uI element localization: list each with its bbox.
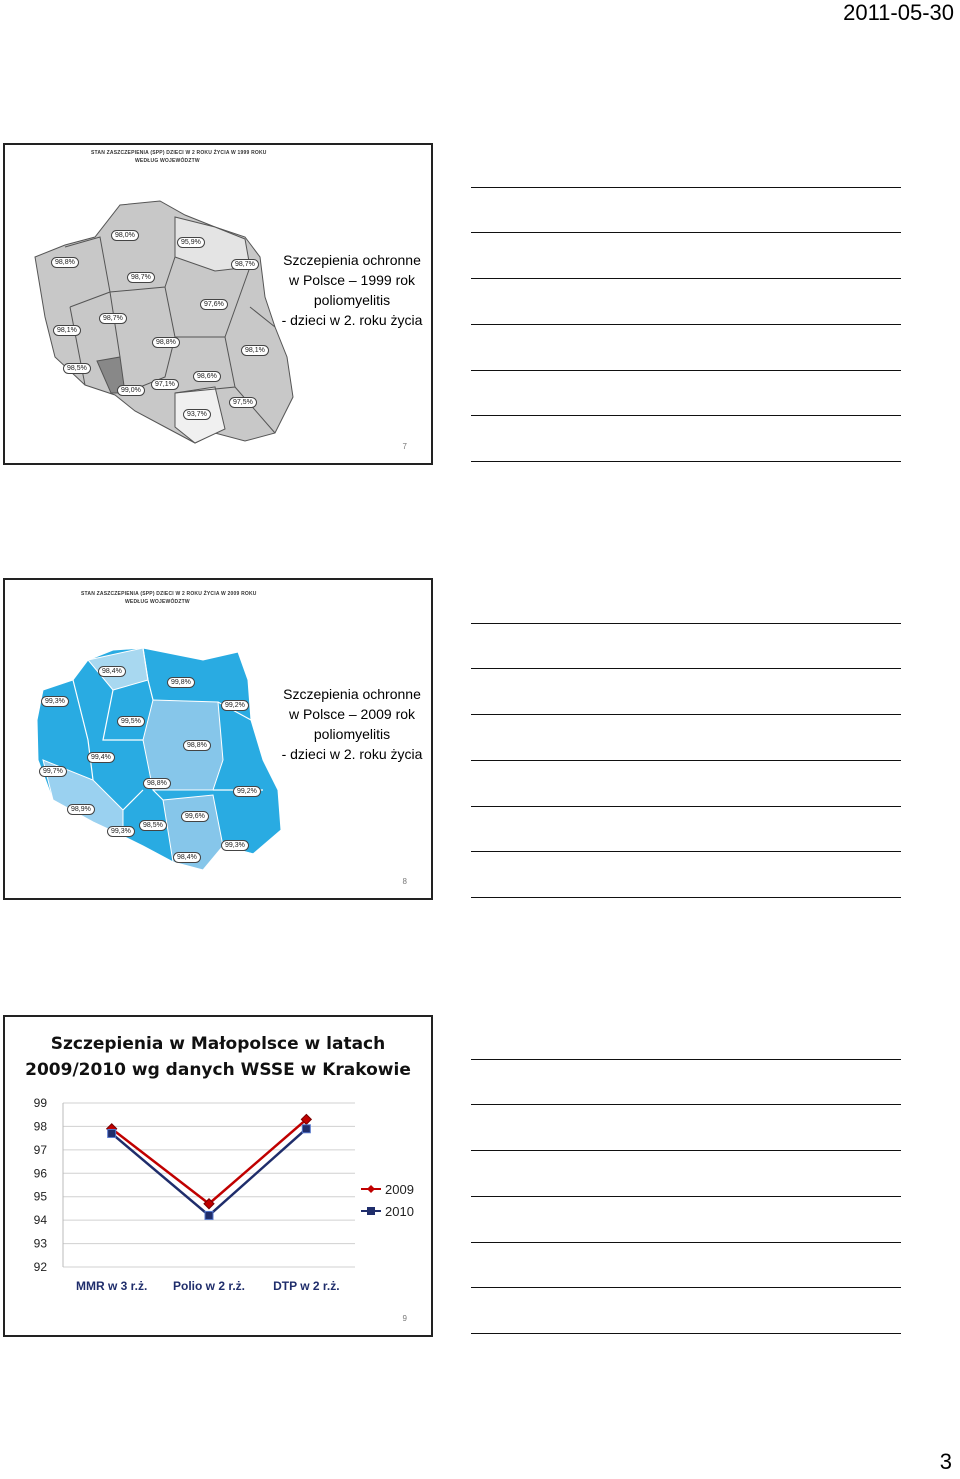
slide-number: 7 — [402, 442, 407, 451]
region-value-label: 98,1% — [241, 345, 269, 356]
region-value-label: 95,9% — [177, 237, 205, 248]
region-value-label: 98,6% — [193, 371, 221, 382]
y-tick-label: 95 — [33, 1189, 47, 1204]
region-value-label: 99,5% — [117, 716, 145, 727]
note-line — [471, 623, 901, 624]
legend-label: 2010 — [385, 1204, 414, 1219]
caption-line: w Polsce – 1999 rok — [288, 272, 416, 288]
region-value-label: 98,5% — [63, 363, 91, 374]
region-value-label: 98,0% — [111, 230, 139, 241]
y-tick-label: 96 — [33, 1166, 47, 1181]
x-tick-label: Polio w 2 r.ż. — [172, 1279, 246, 1293]
note-line — [471, 806, 901, 807]
region-value-label: 98,4% — [173, 852, 201, 863]
legend-marker — [367, 1185, 375, 1193]
region-value-label: 98,7% — [231, 259, 259, 270]
y-tick-label: 97 — [33, 1142, 47, 1157]
slide-9 — [3, 1015, 433, 1337]
map-title-line: STAN ZASZCZEPIENIA (SPP) DZIECI W 2 ROKU ŻYCIA W 2009 ROKU — [81, 591, 257, 597]
note-line — [471, 278, 901, 279]
region-value-label: 98,1% — [53, 325, 81, 336]
region-value-label: 99,4% — [87, 752, 115, 763]
header-date: 2011-05-30 — [843, 0, 954, 25]
caption-line: - dzieci w 2. roku życia — [281, 312, 423, 328]
note-line — [471, 668, 901, 669]
region-value-label: 98,7% — [99, 313, 127, 324]
caption-line: w Polsce – 2009 rok — [288, 706, 416, 722]
map-subtitle-line: WEDŁUG WOJEWÓDZTW — [125, 599, 190, 605]
map-title-line: STAN ZASZCZEPIENIA (SPP) DZIECI W 2 ROKU ŻYCIA W 1999 ROKU — [91, 150, 267, 156]
chart-title-line: 2009/2010 wg danych WSSE w Krakowie — [25, 1060, 411, 1080]
caption-line: Szczepienia ochronne — [283, 686, 421, 702]
region-value-label: 99,7% — [39, 766, 67, 777]
slide-number: 8 — [402, 877, 407, 886]
caption-line: - dzieci w 2. roku życia — [281, 746, 423, 762]
region-value-label: 99,2% — [233, 786, 261, 797]
y-tick-label: 93 — [33, 1236, 47, 1251]
data-point-2010 — [205, 1211, 213, 1219]
region-value-label: 98,8% — [152, 337, 180, 348]
series-line-2009 — [112, 1119, 307, 1203]
region-value-label: 99,2% — [221, 700, 249, 711]
slide-number: 9 — [402, 1314, 407, 1323]
legend-marker — [367, 1207, 375, 1215]
note-line — [471, 1196, 901, 1197]
region-value-label: 98,5% — [139, 820, 167, 831]
map-title — [81, 590, 257, 606]
note-line — [471, 370, 901, 371]
legend-label: 2009 — [385, 1182, 414, 1197]
note-line — [471, 714, 901, 715]
x-tick-label: MMR w 3 r.ż. — [75, 1279, 148, 1293]
region-value-label: 99,3% — [41, 696, 69, 707]
poland-map-1999 — [25, 197, 295, 447]
region-value-label: 98,9% — [67, 804, 95, 815]
map-title — [91, 149, 267, 165]
caption-line: poliomyelitis — [313, 726, 391, 742]
region-value-label: 99,0% — [117, 385, 145, 396]
map-subtitle-line: WEDŁUG WOJEWÓDZTW — [135, 158, 200, 164]
note-line — [471, 1104, 901, 1105]
region-value-label: 99,3% — [221, 840, 249, 851]
slide-caption — [267, 250, 437, 330]
region-value-label: 98,8% — [183, 740, 211, 751]
data-point-2010 — [302, 1125, 310, 1133]
region-value-label: 93,7% — [183, 409, 211, 420]
region-value-label: 98,4% — [98, 666, 126, 677]
region-value-label: 98,8% — [143, 778, 171, 789]
region-value-label: 99,6% — [181, 811, 209, 822]
slide-8 — [3, 578, 433, 900]
note-line — [471, 324, 901, 325]
y-tick-label: 94 — [33, 1213, 47, 1228]
region-value-label: 97,6% — [200, 299, 228, 310]
note-line — [471, 897, 901, 898]
caption-line: Szczepienia ochronne — [283, 252, 421, 268]
note-line — [471, 415, 901, 416]
note-line — [471, 1287, 901, 1288]
caption-line: poliomyelitis — [313, 292, 391, 308]
slide-caption — [267, 684, 437, 764]
note-line — [471, 1333, 901, 1334]
chart-title — [5, 1031, 431, 1083]
note-line — [471, 851, 901, 852]
chart-title-line: Szczepienia w Małopolsce w latach — [50, 1034, 386, 1054]
region-value-label: 98,7% — [127, 272, 155, 283]
note-line — [471, 461, 901, 462]
note-line — [471, 760, 901, 761]
region-value-label: 99,8% — [167, 677, 195, 688]
slide-7 — [3, 143, 433, 465]
line-chart — [5, 1089, 431, 1319]
note-line — [471, 1059, 901, 1060]
region-value-label: 99,3% — [107, 826, 135, 837]
note-line — [471, 1242, 901, 1243]
y-tick-label: 99 — [33, 1096, 47, 1110]
y-tick-label: 92 — [33, 1260, 47, 1274]
note-line — [471, 1150, 901, 1151]
data-point-2010 — [108, 1129, 116, 1137]
region-value-label: 98,8% — [51, 257, 79, 268]
page-number: 3 — [939, 1449, 952, 1474]
note-line — [471, 232, 901, 233]
y-tick-label: 98 — [33, 1119, 47, 1134]
region-value-label: 97,1% — [151, 379, 179, 390]
note-line — [471, 187, 901, 188]
region-value-label: 97,5% — [229, 397, 257, 408]
x-tick-label: DTP w 2 r.ż. — [273, 1279, 340, 1293]
